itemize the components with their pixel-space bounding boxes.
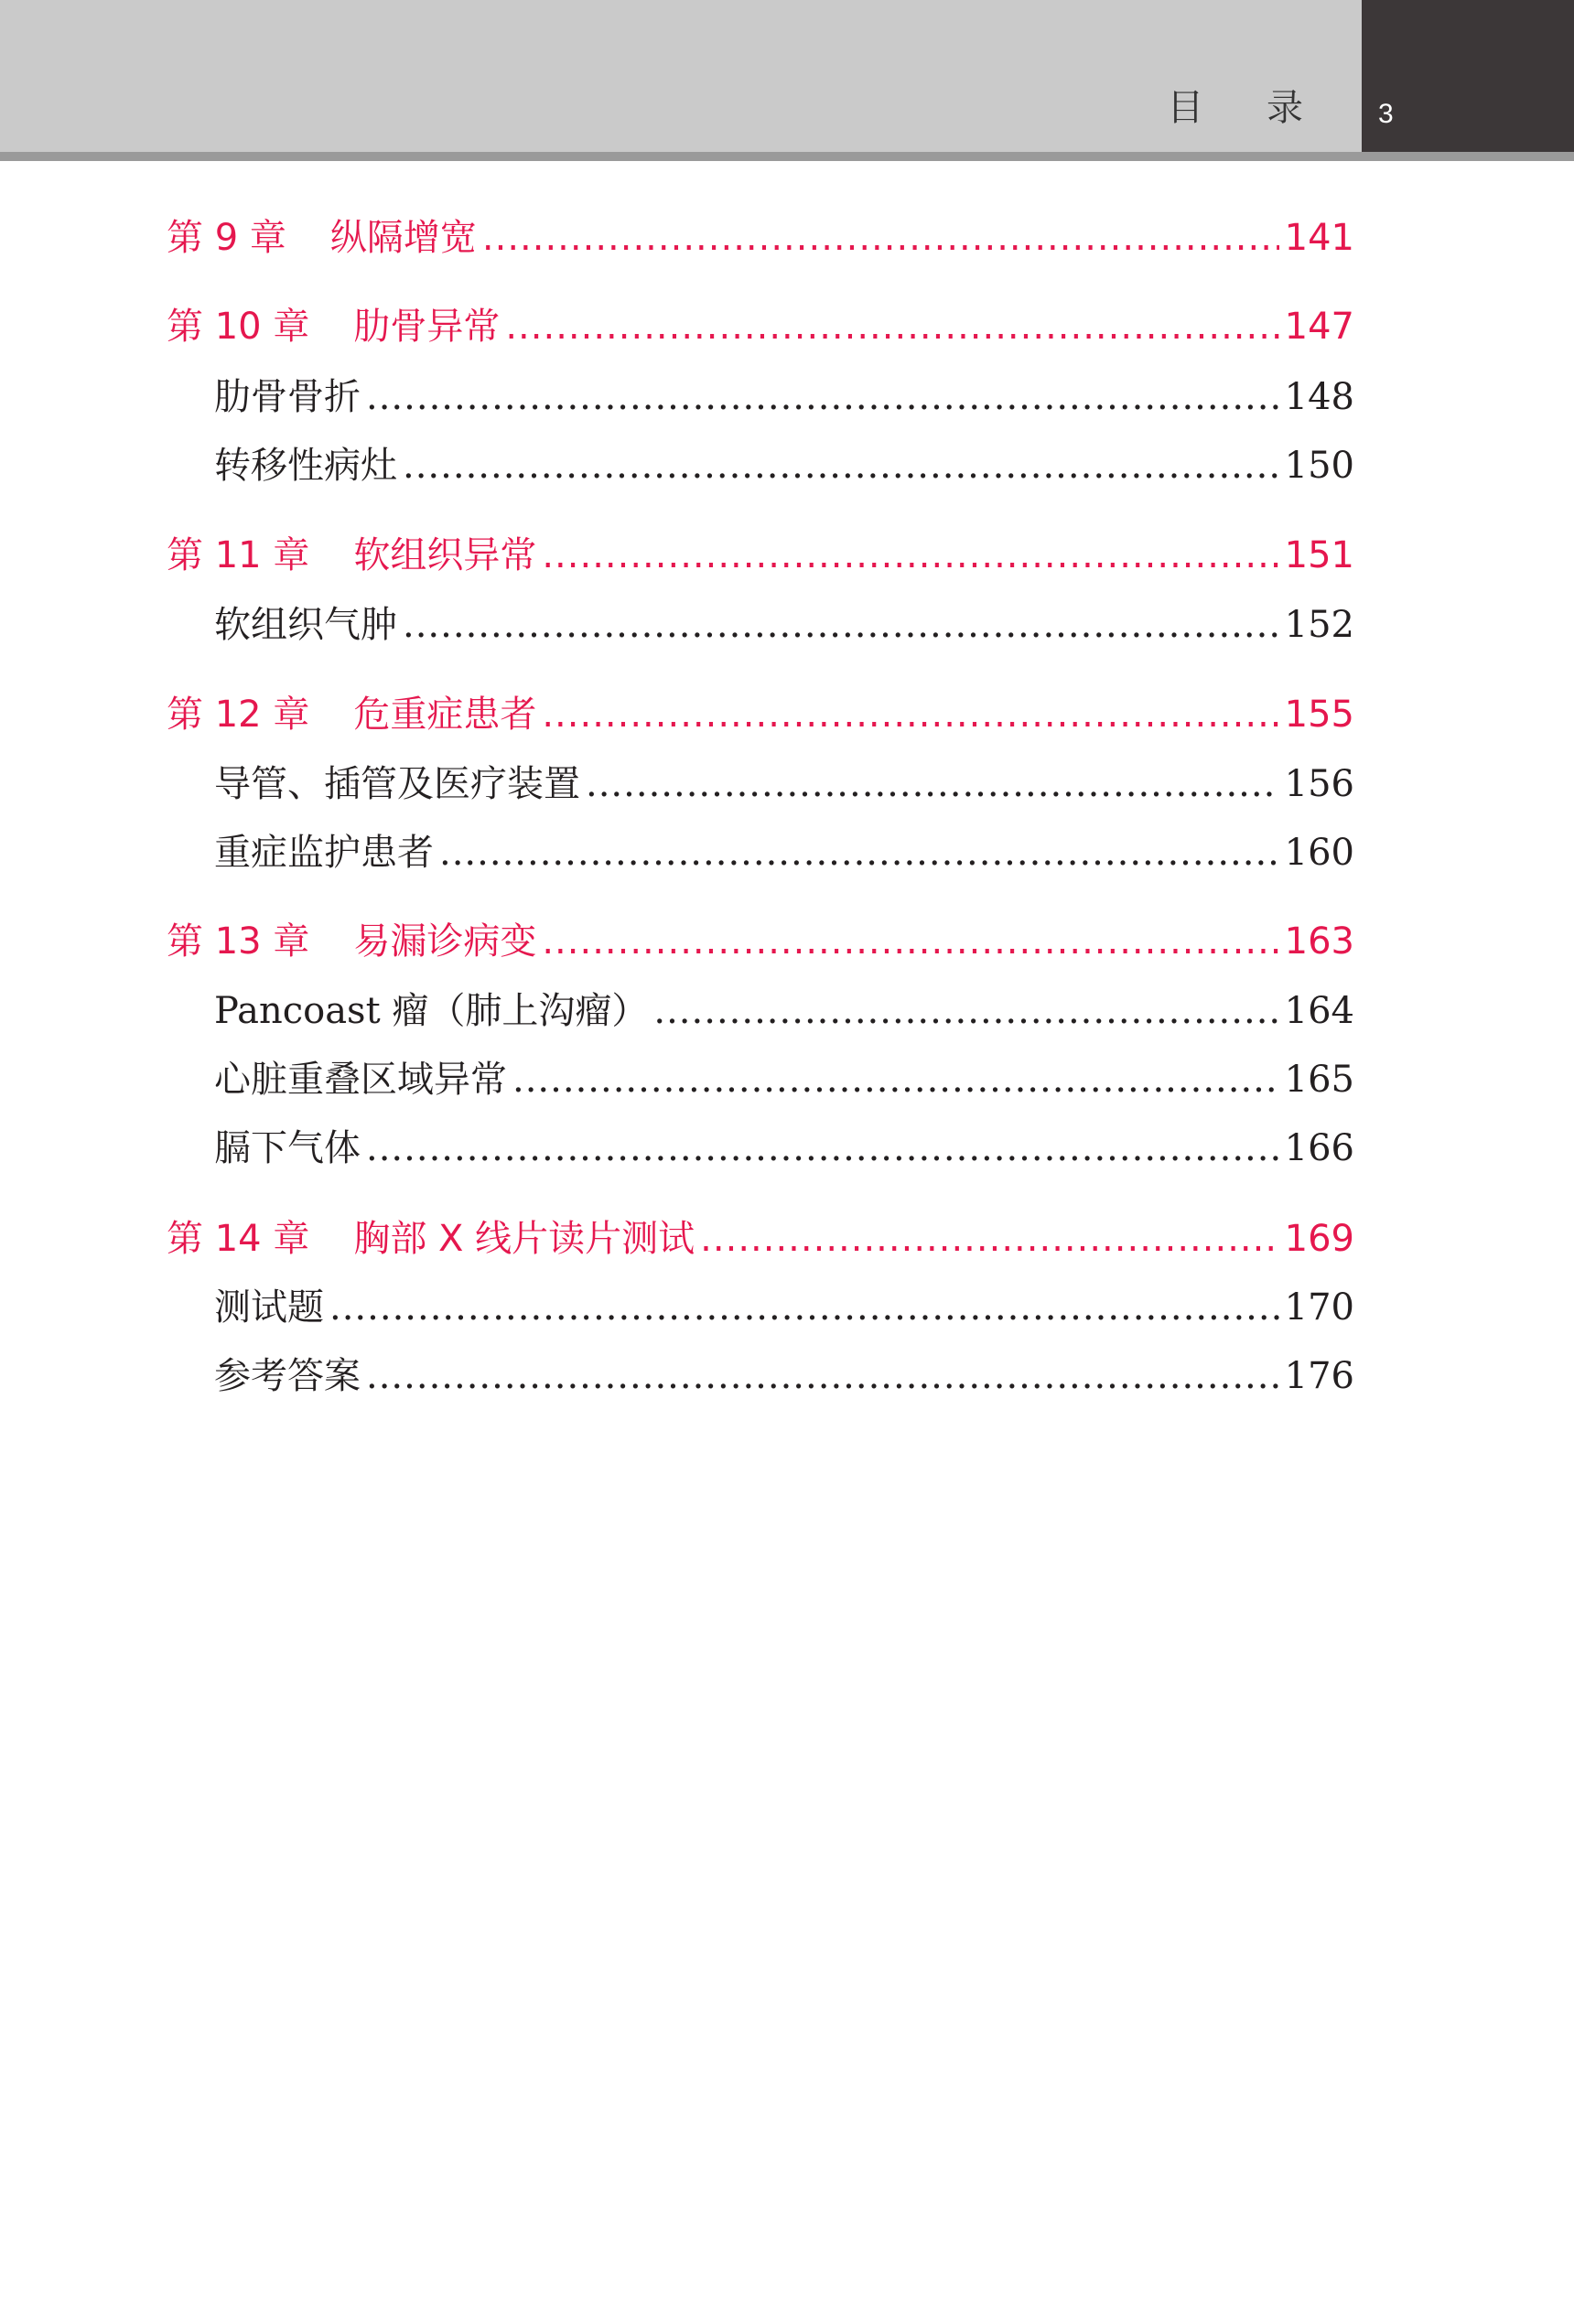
chapter-title: 危重症患者	[353, 694, 537, 736]
toc-chapter-row[interactable]	[167, 1210, 1354, 1262]
toc-section-row[interactable]	[214, 1278, 1354, 1330]
dot-leader	[403, 604, 1279, 646]
page-ref: 163	[1284, 920, 1354, 963]
section-title: 肋骨骨折	[214, 376, 361, 418]
dot-leader	[700, 1218, 1278, 1260]
toc-chapter-row[interactable]	[167, 685, 1354, 737]
dot-leader	[505, 306, 1278, 348]
toc-section-row[interactable]	[214, 368, 1354, 420]
toc-section-row[interactable]	[214, 1347, 1354, 1399]
toc-chapter-label	[167, 297, 500, 350]
toc-chapter-label	[167, 209, 477, 261]
page-ref: 141	[1284, 217, 1354, 259]
page-number: 3	[1378, 99, 1394, 129]
chapter-title: 易漏诊病变	[353, 920, 537, 963]
page-ref: 165	[1284, 1059, 1354, 1101]
chapter-number: 第 10 章	[167, 306, 310, 348]
chapter-number: 第 13 章	[167, 920, 310, 963]
page-ref: 164	[1284, 990, 1354, 1032]
toc-chapter-row[interactable]	[167, 297, 1354, 350]
toc-chapter-row[interactable]	[167, 526, 1354, 578]
page-ref: 155	[1284, 694, 1354, 736]
chapter-number: 第 11 章	[167, 534, 310, 576]
header-rule	[0, 152, 1574, 161]
toc-chapter-row[interactable]	[167, 912, 1354, 964]
toc-section-row[interactable]	[214, 755, 1354, 807]
page-ref: 151	[1284, 534, 1354, 576]
page-ref: 176	[1284, 1355, 1354, 1397]
chapter-title: 胸部 X 线片读片测试	[353, 1218, 695, 1260]
page-number-tab	[1362, 0, 1574, 152]
chapter-number: 第 12 章	[167, 694, 310, 736]
dot-leader	[329, 1286, 1279, 1329]
page-ref: 148	[1284, 376, 1354, 418]
section-title: 心脏重叠区域异常	[214, 1059, 507, 1101]
toc-chapter-label	[167, 912, 536, 964]
chapter-title: 纵隔增宽	[329, 217, 477, 259]
toc-chapter-row[interactable]	[167, 209, 1354, 261]
section-title: 转移性病灶	[214, 445, 397, 487]
dot-leader	[542, 534, 1278, 576]
dot-leader	[542, 694, 1278, 736]
chapter-title: 软组织异常	[353, 534, 537, 576]
page-ref: 150	[1284, 445, 1354, 487]
dot-leader	[366, 1127, 1279, 1169]
dot-leader	[512, 1059, 1279, 1101]
toc-section-row[interactable]	[214, 982, 1354, 1034]
dot-leader	[403, 445, 1279, 487]
toc-section-row[interactable]	[214, 1050, 1354, 1103]
toc-section-row[interactable]	[214, 436, 1354, 489]
dot-leader	[653, 990, 1278, 1032]
page-ref: 169	[1284, 1218, 1354, 1260]
section-title: 膈下气体	[214, 1127, 361, 1169]
section-title: 测试题	[214, 1286, 324, 1329]
page-ref: 156	[1284, 763, 1354, 805]
section-title: 导管、插管及医疗装置	[214, 763, 580, 805]
toc-chapter-label	[167, 1210, 695, 1262]
toc-chapter-label	[167, 526, 536, 578]
toc-section-row[interactable]	[214, 596, 1354, 648]
toc-section-row[interactable]	[214, 823, 1354, 876]
chapter-title: 肋骨异常	[353, 306, 501, 348]
page-ref: 152	[1284, 604, 1354, 646]
section-title: Pancoast 瘤（肺上沟瘤）	[214, 990, 649, 1032]
page-ref: 160	[1284, 832, 1354, 874]
chapter-number: 第 9 章	[167, 217, 286, 259]
header-band	[0, 0, 1362, 154]
section-title: 软组织气肿	[214, 604, 397, 646]
section-title: 重症监护患者	[214, 832, 434, 874]
page-ref: 147	[1284, 306, 1354, 348]
page-ref: 166	[1284, 1127, 1354, 1169]
dot-leader	[366, 376, 1279, 418]
page-ref: 170	[1284, 1286, 1354, 1329]
toc-section-row[interactable]	[214, 1119, 1354, 1171]
dot-leader	[439, 832, 1279, 874]
dot-leader	[542, 920, 1278, 963]
dot-leader	[366, 1355, 1279, 1397]
section-title: 参考答案	[214, 1355, 361, 1397]
chapter-number: 第 14 章	[167, 1218, 310, 1260]
running-head-title: 目 录	[1167, 87, 1329, 129]
toc-chapter-label	[167, 685, 536, 737]
dot-leader	[586, 763, 1279, 805]
dot-leader	[482, 217, 1279, 259]
